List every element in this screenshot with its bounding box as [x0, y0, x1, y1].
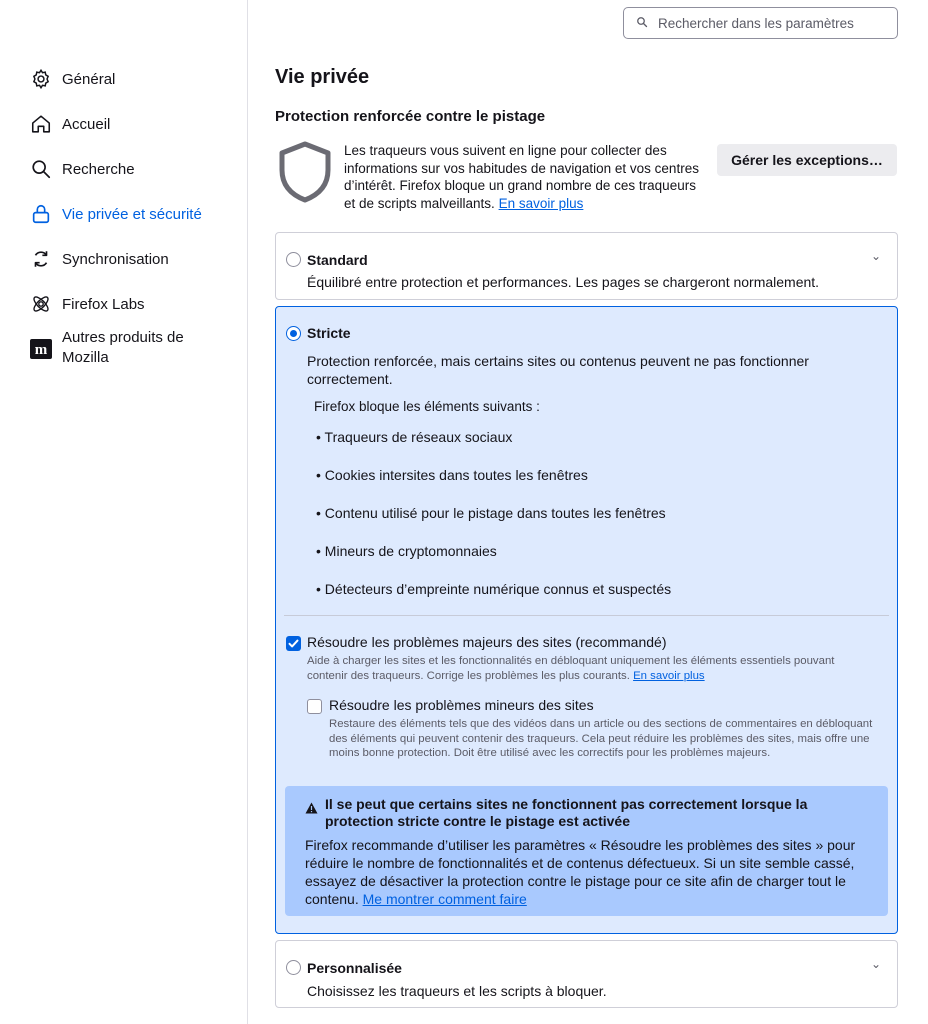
minor-fix-desc: Restaure des éléments tels que des vidéos dans un article ou des sections de commentaires en débloquant des éléments qui peuvent contenir des traqueurs. Cela peut réduire les problèmes des sites, mais offre une moins bonne protection. Doit être utilisé avec les correctifs pour les problèmes majeurs.: [329, 718, 873, 760]
section-title: Protection renforcée contre le pistage: [275, 108, 546, 125]
sidebar-item-sync[interactable]: [30, 248, 169, 270]
intro-description: Les traqueurs vous suivent en ligne pour collecter des informations sur vos habitudes de navigation et vos centres d’intérêt. Firefox bloque un grand nombre de ces traqueurs et de scripts malveillants.: [344, 143, 699, 211]
option-standard[interactable]: [275, 232, 898, 300]
major-fix-desc: [307, 654, 867, 683]
warning-title: Il se peut que certains sites ne fonctionnent pas correctement lorsque la protection stricte contre le pistage est activée: [325, 796, 808, 829]
sidebar-item-privacy[interactable]: [30, 203, 202, 225]
minor-fix-checkbox[interactable]: [307, 699, 322, 714]
warning-box: [285, 786, 888, 916]
strict-radio[interactable]: [286, 326, 301, 341]
blocks-title: Firefox bloque les éléments suivants :: [314, 399, 540, 414]
sync-icon: [30, 248, 52, 270]
custom-title: Personnalisée: [307, 960, 402, 976]
sidebar-item-mozilla[interactable]: [30, 328, 202, 368]
divider: [284, 615, 889, 616]
warning-text: Firefox recommande d’utiliser les paramètres « Résoudre les problèmes des sites » pour réduire le nombre de fonctionnalités et de contenus défectueux. Si un site semble cassé, essayez de désactiver la protection contre le pistage pour ce site afin de charger tout le contenu.: [305, 837, 856, 907]
standard-radio[interactable]: [286, 252, 301, 267]
strict-desc: Protection renforcée, mais certains sites ou contenus peuvent ne pas fonctionner correctement.: [307, 353, 809, 387]
sidebar-item-home[interactable]: [30, 113, 110, 135]
sidebar-item-label: Firefox Labs: [62, 295, 145, 313]
sidebar-item-label: Recherche: [62, 160, 135, 178]
major-fix-checkbox[interactable]: [286, 636, 301, 651]
shield-icon: [276, 140, 334, 207]
intro-text: [344, 142, 704, 212]
svg-text:m: m: [34, 342, 48, 358]
home-icon: [30, 113, 52, 135]
sidebar-item-label: Vie privée et sécurité: [62, 205, 202, 223]
option-strict[interactable]: [275, 306, 898, 934]
custom-radio[interactable]: [286, 960, 301, 975]
search-input[interactable]: [658, 16, 878, 31]
gear-icon: [30, 68, 52, 90]
lock-icon: [30, 203, 52, 225]
list-item: • Mineurs de cryptomonnaies: [316, 543, 497, 559]
sidebar-item-label: Accueil: [62, 115, 111, 133]
strict-title: Stricte: [307, 325, 351, 341]
major-fix-label[interactable]: Résoudre les problèmes majeurs des sites (recommandé): [307, 634, 667, 650]
sidebar-item-label: Autres produits de Mozilla: [62, 329, 184, 366]
sidebar-item-label: Synchronisation: [62, 250, 169, 268]
major-fix-description: Aide à charger les sites et les fonctionnalités en débloquant uniquement les éléments essentiels pouvant contenir des traqueurs. Corrige les problèmes les plus courants.: [307, 655, 835, 682]
standard-title: Standard: [307, 252, 368, 268]
sidebar-item-search[interactable]: [30, 158, 135, 180]
sidebar-item-general[interactable]: [30, 68, 115, 90]
custom-desc: Choisissez les traqueurs et les scripts à bloquer.: [307, 983, 607, 999]
manage-exceptions-button[interactable]: Gérer les exceptions…: [717, 144, 897, 176]
show-me-how-link[interactable]: Me montrer comment faire: [362, 891, 527, 907]
sidebar-item-label: Général: [62, 70, 116, 88]
search-icon: [636, 15, 648, 31]
sidebar: [0, 0, 248, 1024]
chevron-down-icon[interactable]: ⌄: [870, 957, 881, 971]
learn-more-link[interactable]: En savoir plus: [498, 195, 584, 211]
labs-icon: [30, 293, 52, 315]
warning-body: [305, 836, 875, 908]
chevron-down-icon[interactable]: ⌄: [870, 249, 881, 263]
list-item: • Détecteurs d’empreinte numérique connus et suspectés: [316, 581, 672, 597]
option-custom[interactable]: [275, 940, 898, 1008]
list-item: • Cookies intersites dans toutes les fenêtres: [316, 467, 588, 483]
page-title: Vie privée: [275, 66, 370, 88]
standard-desc: Équilibré entre protection et performances. Les pages se chargeront normalement.: [307, 274, 820, 290]
major-fix-learn-more-link[interactable]: En savoir plus: [633, 669, 705, 682]
minor-fix-label[interactable]: Résoudre les problèmes mineurs des sites: [329, 697, 594, 713]
mozilla-icon: [30, 338, 52, 360]
warning-icon: [305, 801, 318, 817]
search-icon: [30, 158, 52, 180]
settings-search[interactable]: [623, 7, 898, 39]
list-item: • Contenu utilisé pour le pistage dans toutes les fenêtres: [316, 505, 666, 521]
list-item: • Traqueurs de réseaux sociaux: [316, 429, 513, 445]
checkmark-icon: [286, 636, 301, 651]
sidebar-item-labs[interactable]: [30, 293, 145, 315]
